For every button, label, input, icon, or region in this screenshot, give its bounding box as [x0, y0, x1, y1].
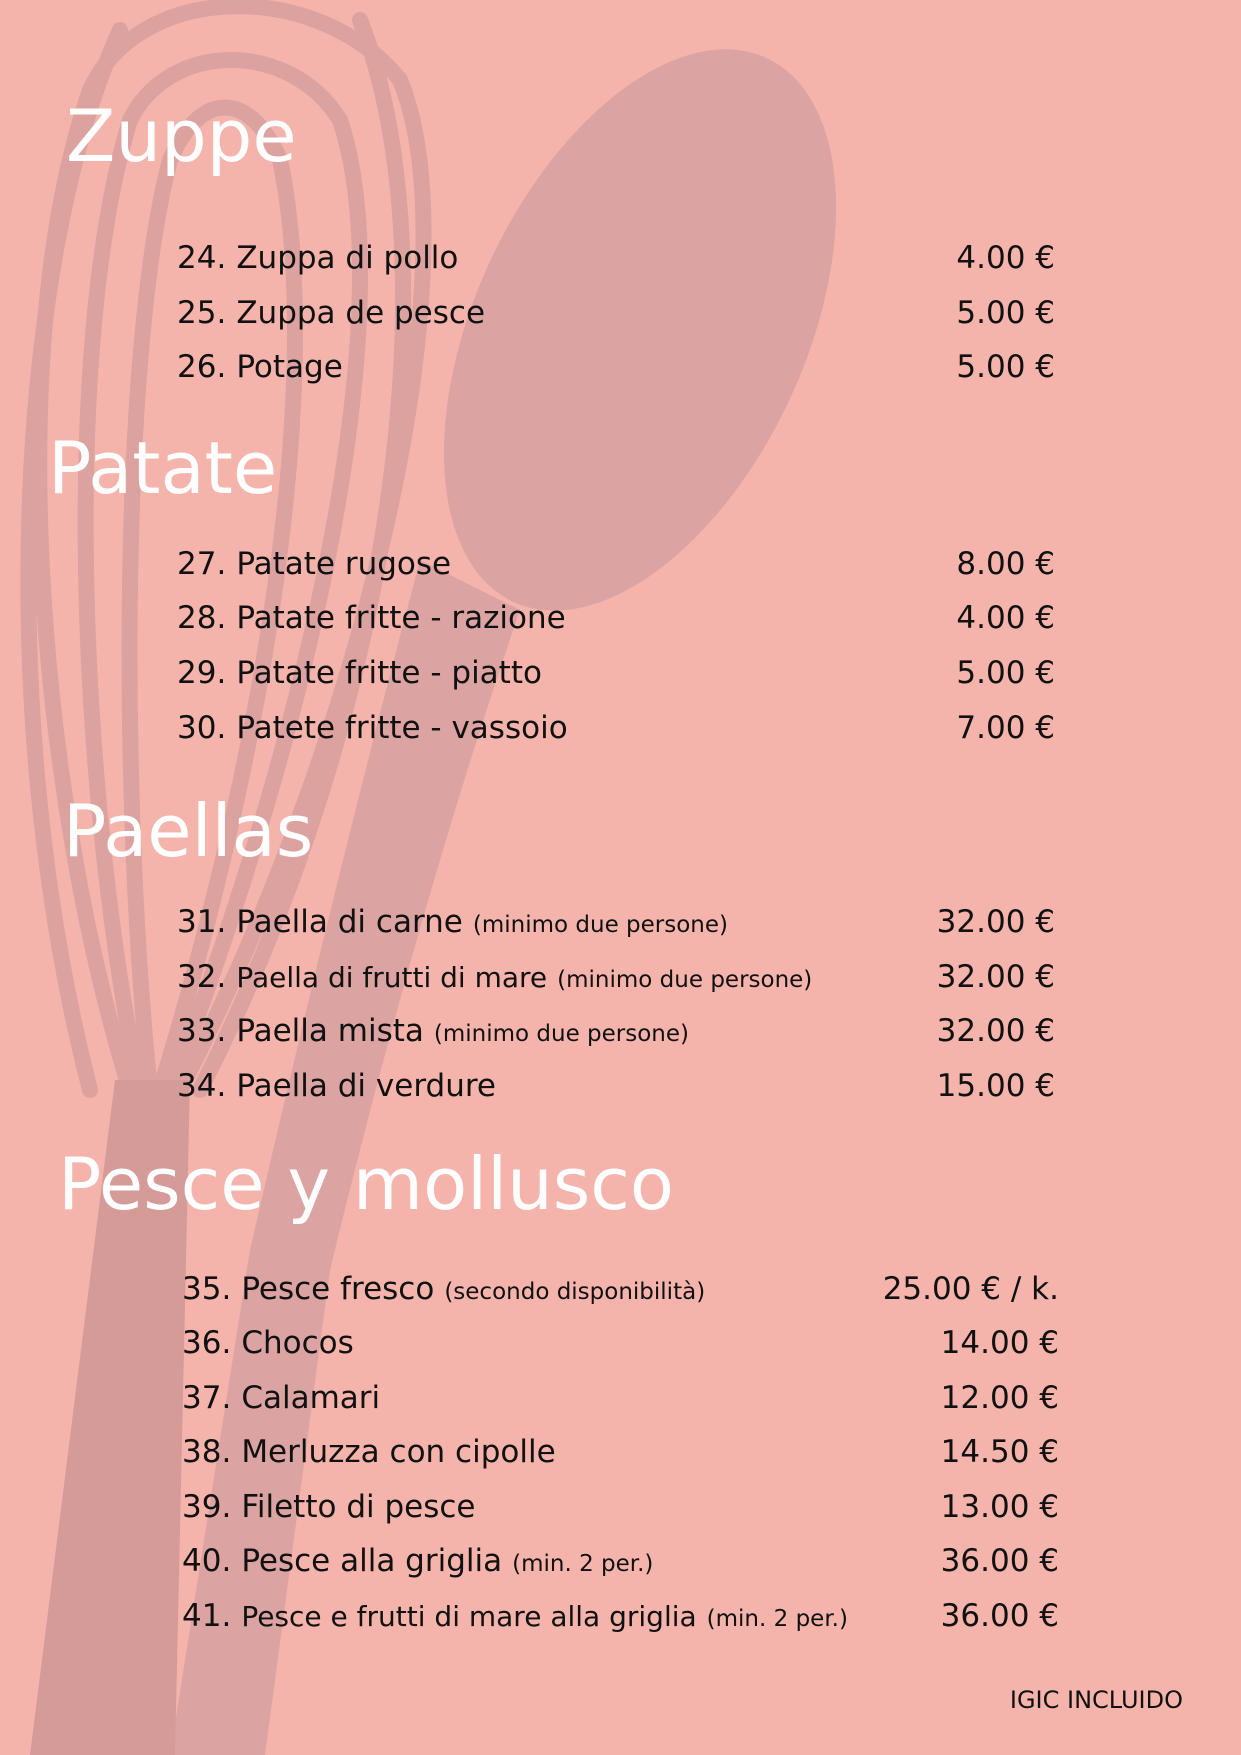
item-price: 15.00 €: [936, 1068, 1055, 1104]
menu-item: [182, 1539, 1059, 1583]
tax-included-note: IGIC INCLUIDO: [1009, 1686, 1183, 1714]
menu-item: [177, 291, 1055, 335]
item-name: Patate rugose: [236, 546, 452, 582]
item-note: (min. 2 per.): [706, 1606, 848, 1632]
item-name: Merluzza con cipolle: [241, 1434, 556, 1470]
item-price: 4.00 €: [956, 240, 1055, 276]
item-number: 38.: [182, 1434, 232, 1470]
menu-item: [177, 651, 1055, 695]
item-name: Pesce fresco: [241, 1271, 435, 1307]
item-note: (secondo disponibilità): [444, 1279, 706, 1305]
item-name: Patate fritte - piatto: [236, 655, 542, 691]
menu-item: [177, 236, 1055, 280]
item-number: 28.: [177, 600, 227, 636]
item-number: 30.: [177, 710, 227, 746]
item-price: 14.00 €: [940, 1325, 1059, 1361]
item-price: 32.00 €: [936, 904, 1055, 940]
item-number: 26.: [177, 349, 227, 385]
menu-item: [182, 1321, 1059, 1365]
item-number: 25.: [177, 295, 227, 331]
item-number: 32.: [177, 959, 227, 995]
item-name: Potage: [236, 349, 343, 385]
menu-item: [177, 900, 1055, 944]
item-number: 35.: [182, 1271, 232, 1307]
item-name: Paella di carne: [236, 904, 463, 940]
item-number: 33.: [177, 1013, 227, 1049]
menu-item: [182, 1376, 1059, 1420]
item-note: (minimo due persone): [433, 1021, 689, 1047]
item-price: 32.00 €: [936, 1013, 1055, 1049]
menu-item: [182, 1430, 1059, 1474]
item-number: 31.: [177, 904, 227, 940]
item-price: 14.50 €: [940, 1434, 1059, 1470]
item-price: 36.00 €: [940, 1598, 1059, 1634]
item-price: 12.00 €: [940, 1380, 1059, 1416]
item-name: Calamari: [241, 1380, 381, 1416]
item-price: 5.00 €: [956, 295, 1055, 331]
item-price: 36.00 €: [940, 1543, 1059, 1579]
item-name: Paella di frutti di mare: [236, 961, 548, 994]
section-heading-pesce-y-mollusco: Pesce y mollusco: [58, 1142, 674, 1226]
item-note: (minimo due persone): [472, 912, 728, 938]
item-number: 41.: [182, 1598, 232, 1634]
item-name: Filetto di pesce: [241, 1489, 476, 1525]
item-name: Patate fritte - razione: [236, 600, 566, 636]
item-price: 4.00 €: [956, 600, 1055, 636]
menu-item: [177, 345, 1055, 389]
menu-item: [182, 1594, 1059, 1638]
item-number: 29.: [177, 655, 227, 691]
item-name: Pesce alla griglia: [241, 1543, 503, 1579]
item-number: 34.: [177, 1068, 227, 1104]
item-price: 32.00 €: [936, 959, 1055, 995]
section-heading-paellas: Paellas: [63, 789, 314, 873]
item-number: 24.: [177, 240, 227, 276]
item-name: Zuppa di pollo: [236, 240, 459, 276]
menu-item: [182, 1267, 1059, 1311]
item-number: 37.: [182, 1380, 232, 1416]
item-name: Pesce e frutti di mare alla griglia: [241, 1600, 697, 1633]
menu-item: [177, 1009, 1055, 1053]
item-number: 27.: [177, 546, 227, 582]
item-number: 40.: [182, 1543, 232, 1579]
menu-item: [177, 596, 1055, 640]
item-price: 25.00 € / k.: [882, 1271, 1059, 1307]
menu-item: [177, 1064, 1055, 1108]
menu-item: [177, 542, 1055, 586]
section-heading-zuppe: Zuppe: [66, 94, 297, 178]
item-name: Chocos: [241, 1325, 354, 1361]
item-name: Patete fritte - vassoio: [236, 710, 568, 746]
item-price: 8.00 €: [956, 546, 1055, 582]
item-number: 36.: [182, 1325, 232, 1361]
item-name: Paella di verdure: [236, 1068, 496, 1104]
item-note: (min. 2 per.): [512, 1551, 654, 1577]
menu-item: [182, 1485, 1059, 1529]
item-price: 13.00 €: [940, 1489, 1059, 1525]
item-price: 5.00 €: [956, 655, 1055, 691]
section-heading-patate: Patate: [48, 426, 278, 510]
menu-item: [177, 955, 1055, 999]
item-number: 39.: [182, 1489, 232, 1525]
item-price: 5.00 €: [956, 349, 1055, 385]
menu-item: [177, 706, 1055, 750]
item-note: (minimo due persone): [557, 967, 813, 993]
item-name: Zuppa de pesce: [236, 295, 486, 331]
item-name: Paella mista: [236, 1013, 424, 1049]
item-price: 7.00 €: [956, 710, 1055, 746]
